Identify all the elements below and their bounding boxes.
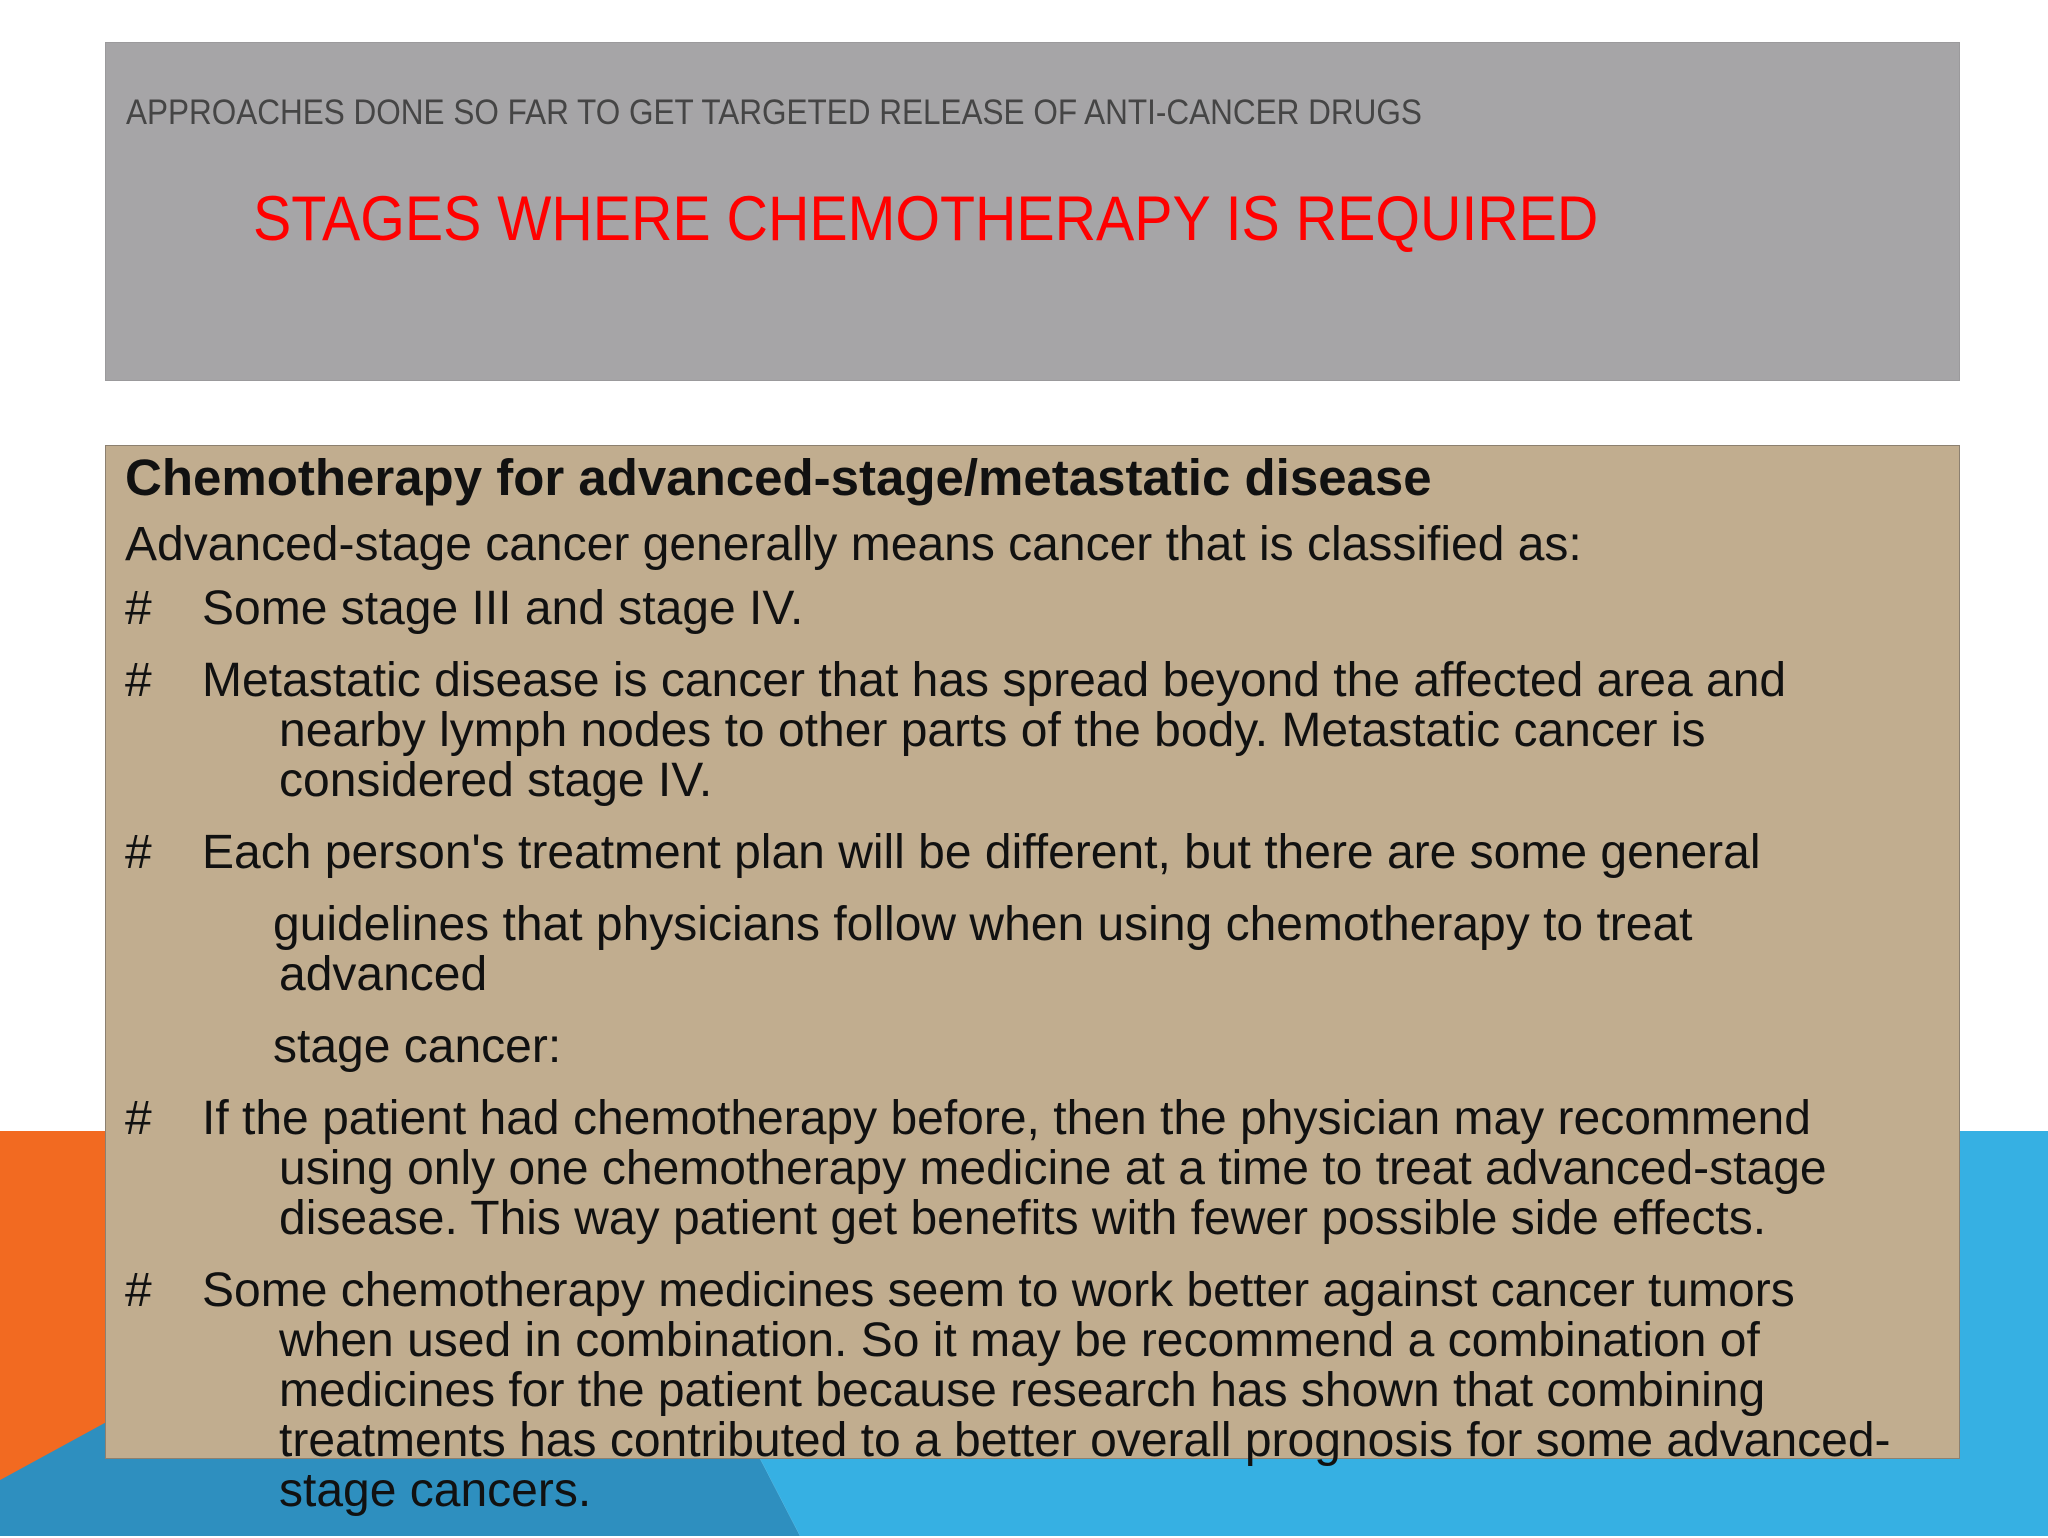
bullet-mark: # — [125, 654, 152, 707]
bullet-line: using only one chemotherapy medicine at a time to treat advanced-stage — [279, 1142, 1827, 1195]
bullet-text — [202, 1094, 1945, 1244]
bullet-line: Each person's treatment plan will be different, but there are some general — [202, 826, 1761, 879]
bullet-mark: # — [125, 1264, 152, 1317]
bullet-text — [202, 828, 1945, 1072]
bullet-line: Some chemotherapy medicines seem to work better against cancer tumors — [202, 1264, 1795, 1317]
content-body — [125, 450, 1945, 1538]
bullet-text — [202, 584, 1945, 634]
bullet-line: Some stage III and stage IV. — [202, 582, 804, 635]
bullet-line: Metastatic disease is cancer that has spread beyond the affected area and — [202, 654, 1787, 707]
bullet-line: guidelines that physicians follow when using chemotherapy to treat — [273, 898, 1693, 951]
bullet-line: considered stage IV. — [279, 754, 713, 807]
bullet-text — [202, 656, 1945, 806]
bullet-line: advanced — [279, 948, 488, 1001]
bullet-line: medicines for the patient because research has shown that combining — [279, 1364, 1766, 1417]
bullet-line: disease. This way patient get benefits with fewer possible side effects. — [279, 1192, 1767, 1245]
bullet-text — [202, 1266, 1945, 1516]
section-label: APPROACHES DONE SO FAR TO GET TARGETED RELEASE OF ANTI-CANCER DRUGS — [126, 93, 1422, 132]
bullet-item — [125, 584, 1945, 634]
header-band — [105, 42, 1960, 381]
bullet-mark: # — [125, 1092, 152, 1145]
bullet-mark: # — [125, 826, 152, 879]
bullet-line: treatments has contributed to a better overall prognosis for some advanced- — [279, 1414, 1891, 1467]
bullet-item — [125, 1266, 1945, 1516]
bullet-line: nearby lymph nodes to other parts of the body. Metastatic cancer is — [279, 704, 1706, 757]
bullet-line: when used in combination. So it may be recommend a combination of — [279, 1314, 1760, 1367]
slide-title: STAGES WHERE CHEMOTHERAPY IS REQUIRED — [253, 184, 1599, 254]
bullet-line: stage cancers. — [279, 1464, 592, 1517]
bullet-mark: # — [125, 582, 152, 635]
content-intro: Advanced-stage cancer generally means cancer that is classified as: — [125, 518, 1582, 571]
bullet-line: stage cancer: — [273, 1020, 562, 1073]
bullet-item — [125, 828, 1945, 1072]
bullet-line: If the patient had chemotherapy before, then the physician may recommend — [202, 1092, 1811, 1145]
content-heading: Chemotherapy for advanced-stage/metastatic disease — [125, 449, 1432, 506]
bullet-item — [125, 1094, 1945, 1244]
bullet-item — [125, 656, 1945, 806]
